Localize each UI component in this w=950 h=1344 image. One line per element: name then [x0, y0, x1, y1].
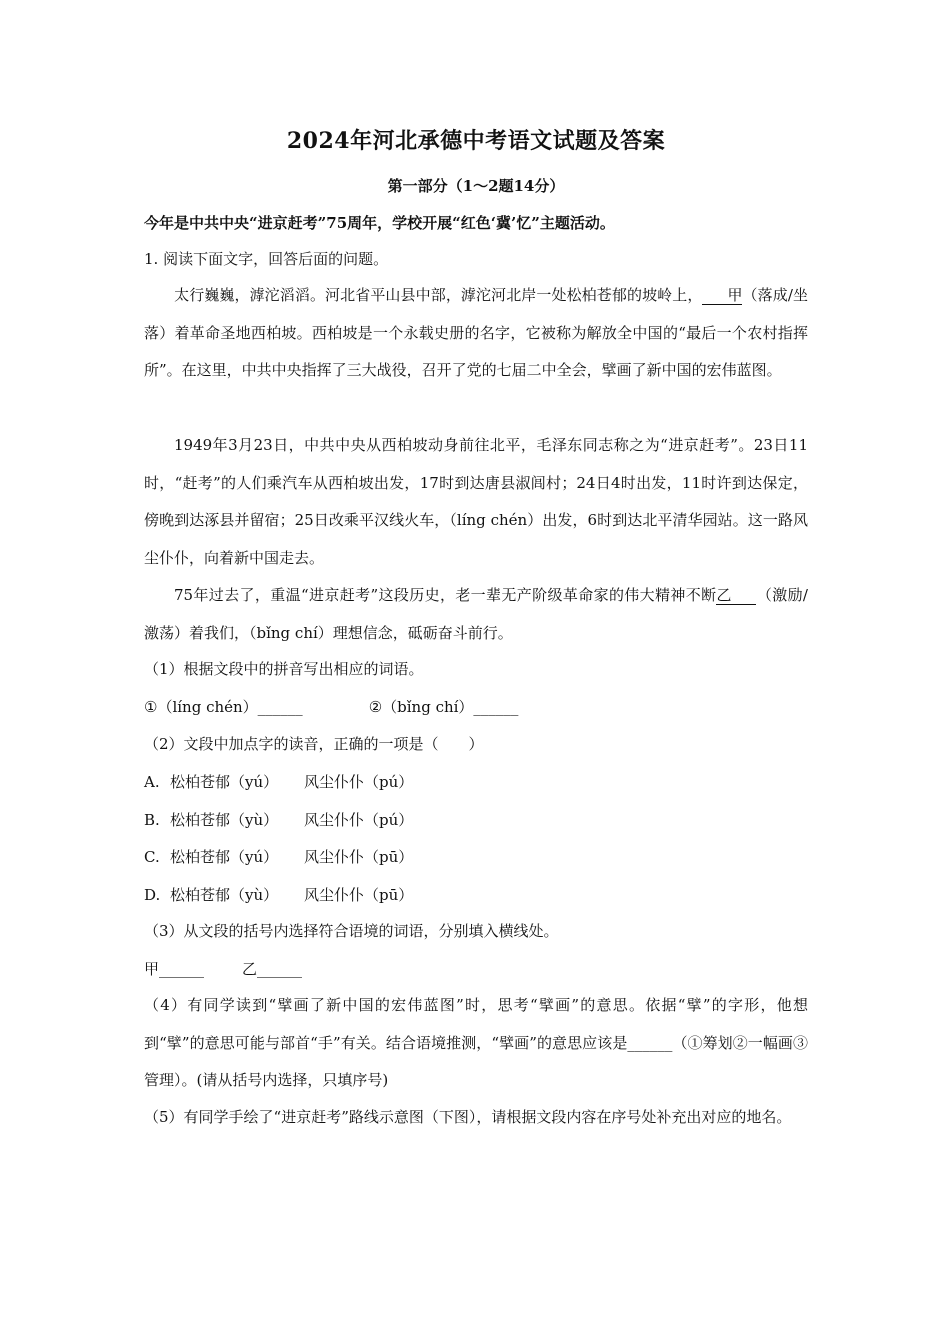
sub-question-2: （2）文段中加点字的读音，正确的一项是（ ）	[144, 735, 484, 753]
activity-intro: 今年是中共中央“进京赶考”75周年，学校开展“红色‘冀’忆”主题活动。	[144, 214, 615, 232]
passage-paragraph-1	[144, 277, 808, 390]
sub-question-3: （3）从文段的括号内选择符合语境的词语，分别填入横线处。	[144, 922, 559, 940]
answer-yi: 乙______	[242, 960, 303, 978]
passage-paragraph-3	[144, 577, 808, 652]
option-d: D. 松柏苍郁（yù） 风尘仆仆（pū）	[144, 886, 414, 904]
sub-question-1-answers	[144, 697, 518, 717]
passage-1-text-b: （落成/坐落）着革命圣地西柏坡。西柏坡是一个永载史册的名字，它被称为解放全中国的“最后一个农村指挥所”。在这里，中共中央指挥了三大战役，召开了党的七届二中全会，擘画了新中国的宏伟蓝图。	[144, 286, 808, 379]
passage-paragraph-2	[144, 427, 808, 577]
question-1-stem: 1. 阅读下面文字，回答后面的问题。	[144, 250, 389, 268]
option-b: B. 松柏苍郁（yù） 风尘仆仆（pú）	[144, 811, 414, 829]
passage-3-text-a: 75年过去了，重温“进京赶考”这段历史，老一辈无产阶级革命家的伟大精神不断	[174, 586, 717, 604]
passage-1-text-a: 太行巍巍，滹沱滔滔。河北省平山县中部，滹沱河北岸一处松柏苍郁的坡岭上，	[174, 286, 703, 304]
blank-jia: 甲	[702, 286, 742, 305]
blank-yi: 乙	[716, 586, 756, 605]
sub-question-5: （5）有同学手绘了“进京赶考”路线示意图（下图），请根据文段内容在序号处补充出对应的地名。	[144, 1108, 792, 1126]
passage-2-text: 1949年3月23日，中共中央从西柏坡动身前往北平，毛泽东同志称之为“进京赶考”。23日11时，“赶考”的人们乘汽车从西柏坡出发，17时到达唐县淑闾村；24日4时出发，11时许到达保定，傍晚到达涿县并留宿；25日改乘平汉线火车，（líng chén）出发，6时到达北平清华园站。这一路风尘仆仆，向着新中国走去。	[144, 436, 808, 567]
option-a: A. 松柏苍郁（yú） 风尘仆仆（pú）	[144, 773, 414, 791]
answer-ling-chen: ①（líng chén）______	[144, 698, 303, 716]
answer-jia: 甲______	[144, 960, 205, 978]
sub-question-1: （1）根据文段中的拼音写出相应的词语。	[144, 660, 424, 678]
sub-question-4: （4）有同学读到“擘画了新中国的宏伟蓝图”时，思考“擘画”的意思。依据“擘”的字形，他想到“擘”的意思可能与部首“手”有关。结合语境推测，“擘画”的意思应该是______（①筹划②一幅画③管理）。(请从括号内选择，只填序号)	[144, 996, 808, 1089]
document-title: 2024年河北承德中考语文试题及答案	[286, 128, 666, 154]
sub-question-3-answers	[144, 959, 302, 979]
answer-bing-chi: ②（bǐng chí）______	[368, 698, 519, 716]
passage-3-text-b: （激励/激荡）着我们，（bǐng chí）理想信念，砥砺奋斗前行。	[144, 586, 808, 642]
part-heading: 第一部分（1～2题14分）	[387, 177, 565, 195]
option-c: C. 松柏苍郁（yú） 风尘仆仆（pū）	[144, 848, 414, 866]
